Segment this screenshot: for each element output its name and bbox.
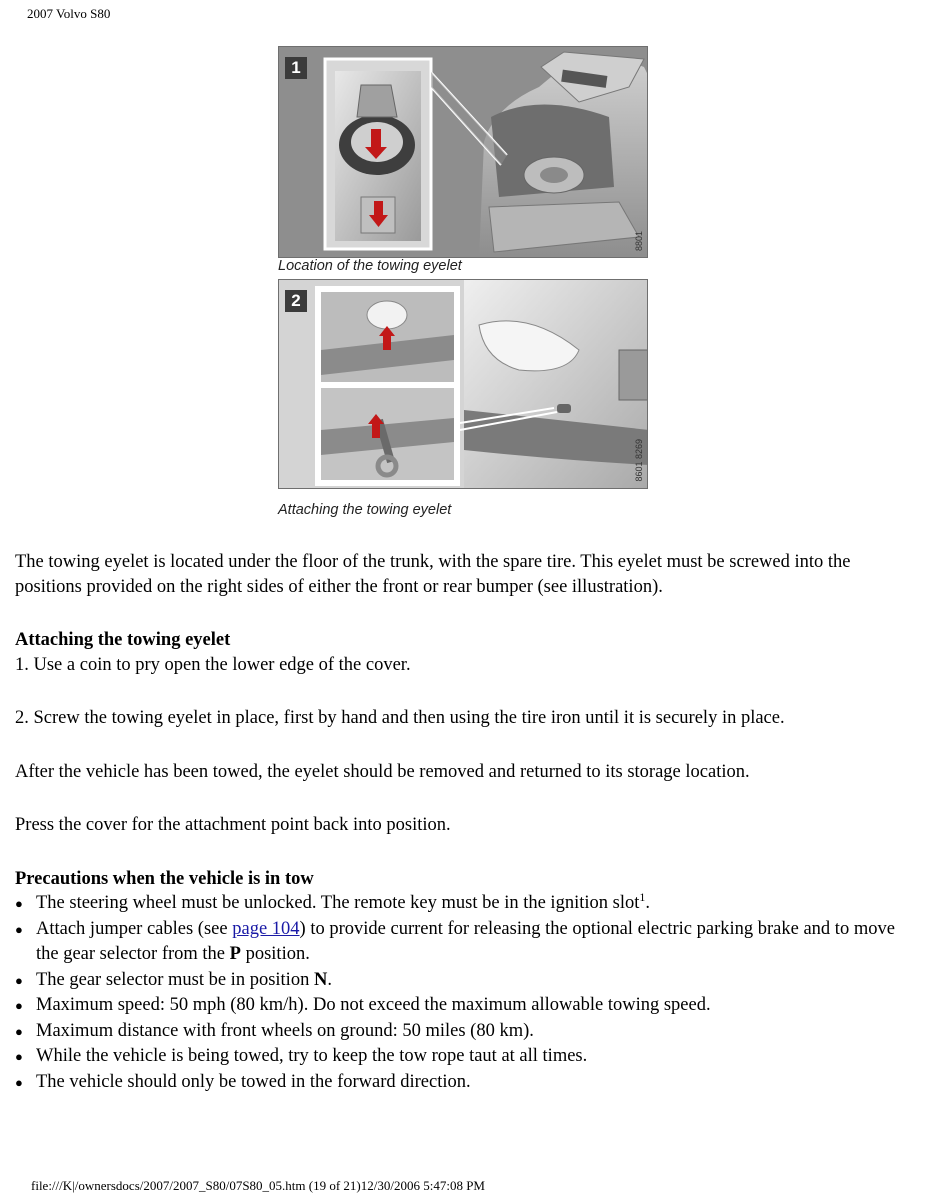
- press-cover-paragraph: Press the cover for the attachment point back into position.: [15, 815, 451, 835]
- figure-number-badge: 2: [285, 290, 307, 312]
- list-item-text: The gear selector must be in position: [36, 969, 314, 990]
- list-item: [15, 891, 915, 917]
- precautions-heading: Precautions when the vehicle is in tow: [15, 868, 314, 889]
- document-body: [15, 550, 915, 1095]
- figure-code: 8801: [634, 230, 644, 251]
- bumper-illustration: [279, 280, 648, 489]
- precautions-list: [15, 891, 915, 1095]
- list-item-text: ) to provide current for releasing the optional electric parking brake and to move the gear selector from the: [36, 918, 895, 964]
- figure-attaching-towing-eyelet: [278, 279, 648, 489]
- page-footer: file:///K|/ownersdocs/2007/2007_S80/07S80_05.htm (19 of 21)12/30/2006 5:47:08 PM: [31, 1178, 485, 1193]
- page-104-link[interactable]: page 104: [232, 918, 300, 939]
- list-item-text: .: [645, 893, 650, 913]
- attaching-heading: Attaching the towing eyelet: [15, 630, 231, 650]
- after-towing-paragraph: After the vehicle has been towed, the eyelet should be removed and returned to its storage location.: [15, 761, 750, 782]
- step-2: 2. Screw the towing eyelet in place, first by hand and then using the tire iron until it is securely in place.: [15, 708, 785, 728]
- trunk-illustration: [279, 47, 648, 258]
- figure-towing-eyelet-location: [278, 46, 648, 258]
- list-item-text: position.: [240, 944, 310, 964]
- gear-position-n: N: [313, 969, 328, 990]
- list-item: ● Maximum speed: 50 mph (80 km/h). Do not exceed the maximum allowable towing speed.: [15, 993, 915, 1019]
- gear-position-p: P: [229, 944, 241, 964]
- figure-code: 8601 8269: [634, 439, 644, 482]
- step-1: 1. Use a coin to pry open the lower edge of the cover.: [15, 654, 411, 675]
- list-item: ● While the vehicle is being towed, try to keep the tow rope taut at all times.: [15, 1044, 915, 1070]
- list-item: ● The vehicle should only be towed in the forward direction.: [15, 1070, 915, 1096]
- page-header: 2007 Volvo S80: [27, 6, 111, 21]
- figure-caption: Location of the towing eyelet: [278, 258, 462, 274]
- list-item-text: Attach jumper cables (see: [36, 918, 233, 939]
- figure-caption: Attaching the towing eyelet: [278, 502, 452, 518]
- figure-number-badge: 1: [285, 57, 307, 79]
- list-item: ● Maximum distance with front wheels on ground: 50 miles (80 km).: [15, 1019, 915, 1045]
- list-item: [15, 917, 915, 968]
- list-item-text: .: [327, 969, 332, 990]
- footnote-marker: 1: [639, 889, 646, 904]
- list-item-text: The steering wheel must be unlocked. The remote key must be in the ignition slot: [36, 893, 640, 913]
- intro-paragraph: The towing eyelet is located under the floor of the trunk, with the spare tire. This eyelet must be screwed into the positions provided on the right sides of either the front or rear bumper (see illustration).: [15, 552, 851, 597]
- list-item: [15, 968, 915, 994]
